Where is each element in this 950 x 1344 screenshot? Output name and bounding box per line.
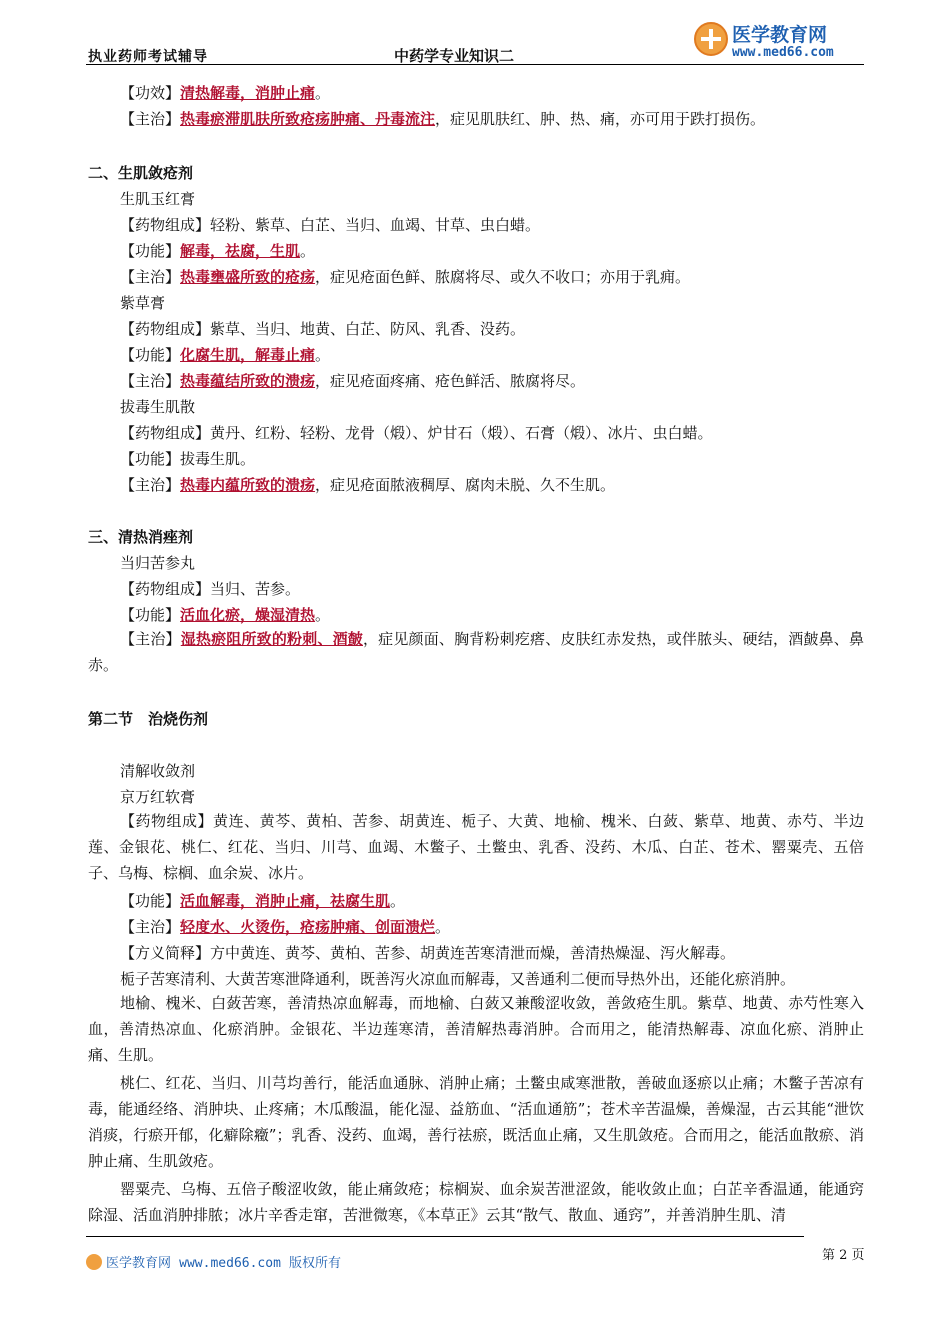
efficacy-line — [120, 82, 330, 103]
logo-url: www.med66.com — [732, 45, 834, 60]
header-divider — [86, 64, 864, 65]
highlight: 轻度水、火烫伤，疮疡肿痛、创面溃烂 — [180, 918, 436, 936]
function-line — [120, 890, 405, 911]
highlight: 湿热瘀阻所致的粉刺、酒皶 — [180, 630, 363, 648]
prescription-name: 生肌玉红膏 — [120, 190, 196, 208]
indication-line — [120, 370, 585, 391]
label: 【主治】 — [120, 918, 181, 936]
footer — [86, 1252, 341, 1271]
composition-line: 【药物组成】紫草、当归、地黄、白芷、防风、乳香、没药。 — [120, 320, 526, 338]
text: 。 — [435, 918, 451, 936]
label: 【功能】 — [120, 242, 181, 260]
highlight: 热毒内蕴所致的溃疡 — [180, 476, 316, 494]
text: 。 — [390, 892, 406, 910]
label: 【主治】 — [120, 268, 181, 286]
highlight: 活血解毒，消肿止痛，祛腐生肌 — [180, 892, 391, 910]
text: ，症见疮面疼痛、疮色鲜活、脓腐将尽。 — [315, 372, 586, 390]
function-line — [120, 604, 330, 625]
label: 【功能】 — [120, 892, 181, 910]
highlight: 清热解毒，消肿止痛 — [180, 84, 316, 102]
text: 。 — [300, 242, 316, 260]
logo-icon — [86, 1254, 102, 1270]
prescription-name: 京万红软膏 — [120, 788, 196, 806]
text: ，症见颜面、胸背粉刺疙瘩、皮肤红赤发热，或伴脓头、硬结，酒皶鼻、鼻赤。 — [88, 630, 864, 674]
text: ，症见疮面脓液稠厚、腐肉未脱、久不生肌。 — [315, 476, 616, 494]
explanation-paragraph: 桃仁、红花、当归、川芎均善行，能活血通脉、消肿止痛；土鳖虫咸寒泄散，善破血逐瘀以止痛；木鳖子苦凉有毒，能通经络、消肿块、止疼痛；木瓜酸温，能化湿、益筋血、“活血通筋”；苍术辛苦温燥，善燥湿，古云其能“泄饮消痰，行瘀开郁，化癖除癥”；乳香、没药、血竭，善行祛瘀，既活血止痛，又生肌敛疮。合而用之，能活血散瘀、消肿止痛、生肌敛疮。 — [88, 1074, 864, 1170]
prescription-name: 当归苦参丸 — [120, 554, 196, 572]
logo — [692, 20, 864, 64]
label: 【功效】 — [120, 84, 181, 102]
logo-text: 医学教育网 — [732, 24, 828, 46]
composition-line: 【药物组成】轻粉、紫草、白芷、当归、血竭、甘草、虫白蜡。 — [120, 216, 541, 234]
subsection-title: 清解收敛剂 — [120, 762, 196, 780]
text: 。 — [315, 346, 331, 364]
composition-paragraph: 【药物组成】黄连、黄芩、黄柏、苦参、胡黄连、栀子、大黄、地榆、槐米、白蔹、紫草、地黄、赤芍、半边莲、金银花、桃仁、红花、当归、川芎、血竭、木鳖子、土鳖虫、乳香、没药、木瓜、白芷、苍术、罂粟壳、五倍子、乌梅、棕榈、血余炭、冰片。 — [88, 812, 864, 882]
indication-line — [120, 916, 450, 937]
label: 【功能】 — [120, 346, 181, 364]
function-line — [120, 344, 330, 365]
text: 。 — [315, 606, 331, 624]
function-line: 【功能】拔毒生肌。 — [120, 450, 256, 468]
indication-line — [120, 474, 615, 495]
highlight: 化腐生肌，解毒止痛 — [180, 346, 316, 364]
highlight: 活血化瘀，燥湿清热 — [180, 606, 316, 624]
header-left-title: 执业药师考试辅导 — [88, 49, 208, 65]
text: 。 — [315, 84, 331, 102]
explanation-paragraph: 罂粟壳、乌梅、五倍子酸涩收敛，能止痛敛疮；棕榈炭、血余炭苦泄涩敛，能收敛止血；白芷辛香温通，能通窍除湿、活血消肿排脓；冰片辛香走窜，苦泄微寒，《本草正》云其“散气、散血、通窍”，并善消肿生肌、清 — [88, 1180, 864, 1224]
text: ，症见疮面色鲜、脓腐将尽、或久不收口；亦用于乳痈。 — [315, 268, 691, 286]
label: 【主治】 — [120, 110, 181, 128]
function-line — [120, 240, 315, 261]
explanation-line: 栀子苦寒清利、大黄苦寒泄降通利，既善泻火凉血而解毒，又善通利二便而导热外出，还能化瘀消肿。 — [120, 970, 796, 988]
prescription-name: 拔毒生肌散 — [120, 398, 196, 416]
highlight: 解毒，祛腐，生肌 — [180, 242, 301, 260]
indication-paragraph — [88, 626, 864, 678]
footer-url[interactable]: www.med66.com — [179, 1256, 281, 1271]
page-header — [86, 22, 864, 66]
highlight: 热毒瘀滞肌肤所致疮疡肿痛、丹毒流注 — [180, 110, 436, 128]
chapter-section-title: 第二节 治烧伤剂 — [88, 710, 209, 728]
text: ，症见肌肤红、肿、热、痛，亦可用于跌打损伤。 — [435, 110, 766, 128]
indication-line — [120, 266, 690, 287]
composition-line: 【药物组成】黄丹、红粉、轻粉、龙骨（煅）、炉甘石（煅）、石膏（煅）、冰片、虫白蜡。 — [120, 424, 713, 442]
logo-icon — [694, 22, 728, 56]
composition-line: 【药物组成】当归、苦参。 — [120, 580, 301, 598]
label: 【功能】 — [120, 606, 181, 624]
label: 【主治】 — [120, 630, 181, 648]
footer-rights: 版权所有 — [289, 1256, 342, 1271]
label: 【主治】 — [120, 476, 181, 494]
explanation-line: 【方义简释】方中黄连、黄芩、黄柏、苦参、胡黄连苦寒清泄而燥，善清热燥湿、泻火解毒。 — [120, 944, 736, 962]
label: 【主治】 — [120, 372, 181, 390]
page-number: 第 2 页 — [822, 1248, 865, 1263]
explanation-paragraph: 地榆、槐米、白蔹苦寒，善清热凉血解毒，而地榆、白蔹又兼酸涩收敛，善敛疮生肌。紫草、地黄、赤芍性寒入血，善清热凉血、化瘀消肿。金银花、半边莲寒清，善清解热毒消肿。合而用之，能清热解毒、凉血化瘀、消肿止痛、生肌。 — [88, 994, 864, 1064]
indication-line — [120, 108, 765, 129]
header-center-title: 中药学专业知识二 — [394, 47, 515, 65]
highlight: 热毒壅盛所致的疮疡 — [180, 268, 316, 286]
highlight: 热毒蕴结所致的溃疡 — [180, 372, 316, 390]
prescription-name: 紫草膏 — [120, 294, 166, 312]
section-title: 二、生肌敛疮剂 — [88, 164, 194, 182]
section-title: 三、清热消痤剂 — [88, 528, 194, 546]
footer-divider — [86, 1236, 804, 1237]
footer-site: 医学教育网 — [106, 1256, 172, 1271]
